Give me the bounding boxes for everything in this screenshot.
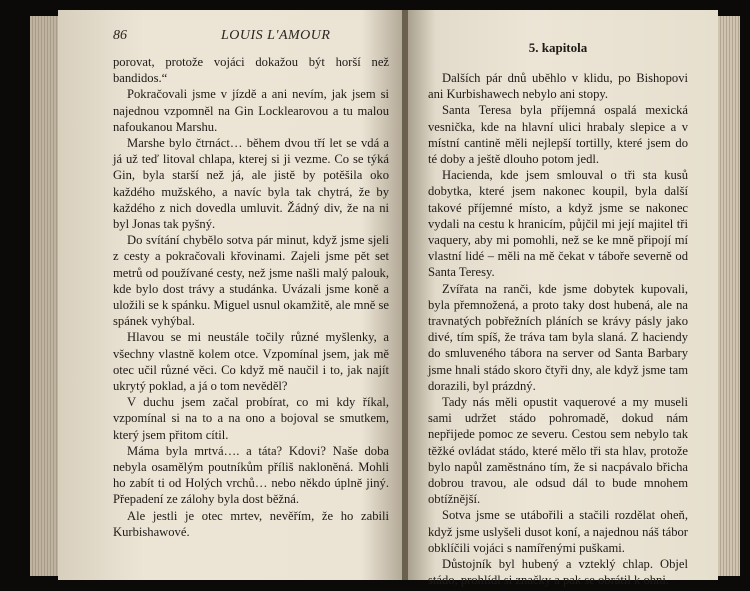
paragraph: Zvířata na ranči, kde jsme dobytek kupovali, byla přemnožená, a proto taky dost hubená, ale na travnatých pobřežních pláních se krávy pásly jako divé, tím spíš, že tráva tam byla slaná. Z haciendy do smluveného tábora na server od Santa Barbary jsme hnali stádo skoro čtyři dny, ale když jsme tam dorazili, byl prázdný. — [428, 281, 688, 393]
paragraph: Máma byla mrtvá…. a táta? Kdovi? Naše doba nebyla osamělým poutníkům příliš nakloněná. Mohli ho zabít ti od Holých vrchů… nebo někdo úplně jiný. Přepadení ze zálohy byla dost běžná. — [113, 443, 389, 507]
page-number: 86 — [113, 28, 127, 43]
paragraph: Santa Teresa byla příjemná ospalá mexická vesnička, kde na hlavní ulici hrabaly slepice a v místní cantině měli nejlepší tortilly, které jsem do té doby a ještě dlouho potom jedl. — [428, 103, 688, 167]
chapter-title: 5. kapitola — [528, 40, 588, 55]
paragraph: Hacienda, kde jsem smlouval o tři sta kusů dobytka, které jsem nakonec koupil, byla další takové příjemné místo, a když jsme se nakonec vydali na cestu k hranicím, půjčil mi její majitel tři vaquery, aby mi pomohli, než se ke mně připojí mí vlastní lidé – měli na mě čekat v táboře severně od Santa Teresy. — [428, 168, 688, 280]
paragraph: Tady nás měli opustit vaquerové a my museli sami udržet stádo pohromadě, dokud nám nepřijede pomoc ze severu. Cestou sem nebylo tak těžké ovládat stádo, které mělo tři sta hlav, protože bylo napůl zaměstnáno tím, že si nacpávalo břicha dobrou travou, ale odsud dál to bude mnohem obtížnější. — [428, 395, 688, 507]
paragraph: porovat, protože vojáci dokažou být horší než bandidos.“ — [113, 55, 389, 86]
left-page — [58, 10, 403, 580]
paragraph: Marshe bylo čtrnáct… během dvou tří let se vdá a já už teď litoval chlapa, kterej si ji vezme. Co se týká Gin, byla starší než já, ale jistě by potěšila oko každého mužského, a navíc byla tak chytrá, že by každého z nich dovedla umluvit. Žádný div, že na ni byl Jonas tak pyšný. — [113, 136, 389, 232]
page-header — [113, 28, 389, 54]
running-head: LOUIS L'AMOUR — [221, 28, 331, 43]
open-book — [30, 10, 720, 588]
paragraph: Do svítání chybělo sotva pár minut, když jsme sjeli z cesty a pokračovali křovinami. Zajeli jsme pět set metrů od používané cesty, než jsme našli malý palouk, kde bylo dost trávy a studánka. Uvázali jsme koně a uložili se k spánku. Miguel usnul okamžitě, ale mně se spánek vyhýbal. — [113, 233, 389, 329]
page-edges-right — [718, 16, 740, 576]
paragraph: Pokračovali jsme v jízdě a ani nevím, jak jsem si najednou vzpomněl na Gin Locklearovou a tu malou nafoukanou Marshu. — [113, 87, 389, 134]
paragraph: Hlavou se mi neustále točily různé myšlenky, a všechny vlastně kolem otce. Vzpomínal jsem, jak mě otec učil různé věci. Co když mě naučil i to, jak najít ukrytý poklad, a já o tom nevěděl? — [113, 330, 389, 394]
paragraph: Dalších pár dnů uběhlo v klidu, po Bishopovi ani Kurbishawech nebylo ani stopy. — [428, 71, 688, 102]
paragraph: V duchu jsem začal probírat, co mi kdy říkal, vzpomínal si na to a na ono a bojoval se smutkem, který jsem přitom cítil. — [113, 395, 389, 442]
right-page — [408, 10, 718, 588]
page-edges-left — [30, 16, 58, 576]
paragraph: Ale jestli je otec mrtev, nevěřím, že ho zabili Kurbishawové. — [113, 508, 389, 539]
paragraph: Sotva jsme se utábořili a stačili rozdělat oheň, když jsme uslyšeli dusot koní, a najednou náš tábor obklíčili vojáci s namířenými puškami. — [428, 508, 688, 555]
paragraph: Důstojník byl hubený a vzteklý chlap. Objel stádo, prohlídl si značky a pak se obrátil k ohni. — [428, 557, 688, 588]
